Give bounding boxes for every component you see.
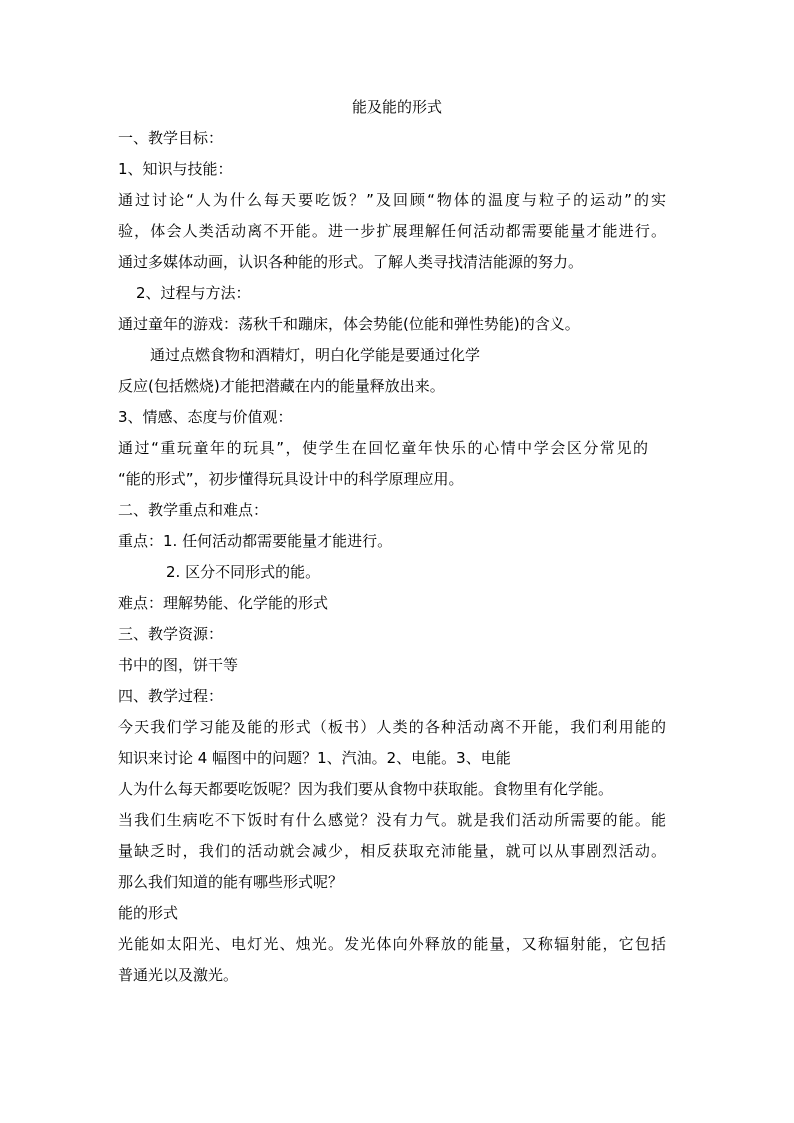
- paragraph-line: 通过“重玩童年的玩具”，使学生在回忆童年快乐的心情中学会区分常见的: [118, 439, 648, 457]
- paragraph-line: 通过多媒体动画，认识各种能的形式。了解人类寻找清洁能源的努力。: [118, 253, 584, 271]
- paragraph-line: 通过点燃食物和酒精灯，明白化学能是要通过化学: [150, 346, 481, 364]
- paragraph-line: 光能如太阳光、电灯光、烛光。发光体向外释放的能量，又称辐射能，它包括: [118, 935, 666, 953]
- section-heading-process: 四、教学过程：: [118, 687, 224, 705]
- paragraph-line: 验，体会人类活动离不开能。进一步扩展理解任何活动都需要能量才能进行。: [118, 222, 666, 240]
- paragraph-line: 通过讨论“人为什么每天要吃饭？”及回顾“物体的温度与粒子的运动”的实: [118, 191, 666, 209]
- subheading-process-method: 2、过程与方法：: [136, 284, 251, 302]
- paragraph-line: 人为什么每天都要吃饭呢？因为我们要从食物中获取能。食物里有化学能。: [118, 780, 614, 798]
- paragraph-line: 通过童年的游戏：荡秋千和蹦床，体会势能(位能和弹性势能)的含义。: [118, 315, 580, 333]
- paragraph-line: 当我们生病吃不下饭时有什么感觉？没有力气。就是我们活动所需要的能。能: [118, 811, 666, 829]
- paragraph-line: 知识来讨论 4 幅图中的问题？1、汽油。2、电能。3、电能: [118, 749, 511, 767]
- section-heading-key-points: 二、教学重点和难点：: [118, 501, 269, 519]
- paragraph-line: 普通光以及激光。: [118, 966, 239, 984]
- paragraph-line: 量缺乏时，我们的活动就会减少，相反获取充沛能量，就可以从事剧烈活动。: [118, 842, 666, 860]
- subheading-knowledge-skills: 1、知识与技能：: [118, 160, 233, 178]
- document-title: 能及能的形式: [351, 98, 442, 116]
- key-point-1: 重点：1. 任何活动都需要能量才能进行。: [118, 532, 393, 550]
- section-heading-objectives: 一、教学目标：: [118, 129, 224, 147]
- subheading-energy-forms: 能的形式: [118, 904, 179, 922]
- paragraph-line: 那么我们知道的能有哪些形式呢？: [118, 873, 344, 891]
- subheading-attitude-values: 3、情感、态度与价值观：: [118, 408, 293, 426]
- paragraph-line: 今天我们学习能及能的形式（板书）人类的各种活动离不开能，我们利用能的: [118, 718, 666, 736]
- paragraph-line: 反应(包括燃烧)才能把潜藏在内的能量释放出来。: [118, 377, 445, 395]
- key-point-2: 2. 区分不同形式的能。: [166, 563, 321, 581]
- section-heading-resources: 三、教学资源：: [118, 625, 224, 643]
- difficult-point: 难点：理解势能、化学能的形式: [118, 594, 329, 612]
- paragraph-line: “能的形式”，初步懂得玩具设计中的科学原理应用。: [118, 470, 464, 488]
- paragraph-line: 书中的图，饼干等: [118, 656, 239, 674]
